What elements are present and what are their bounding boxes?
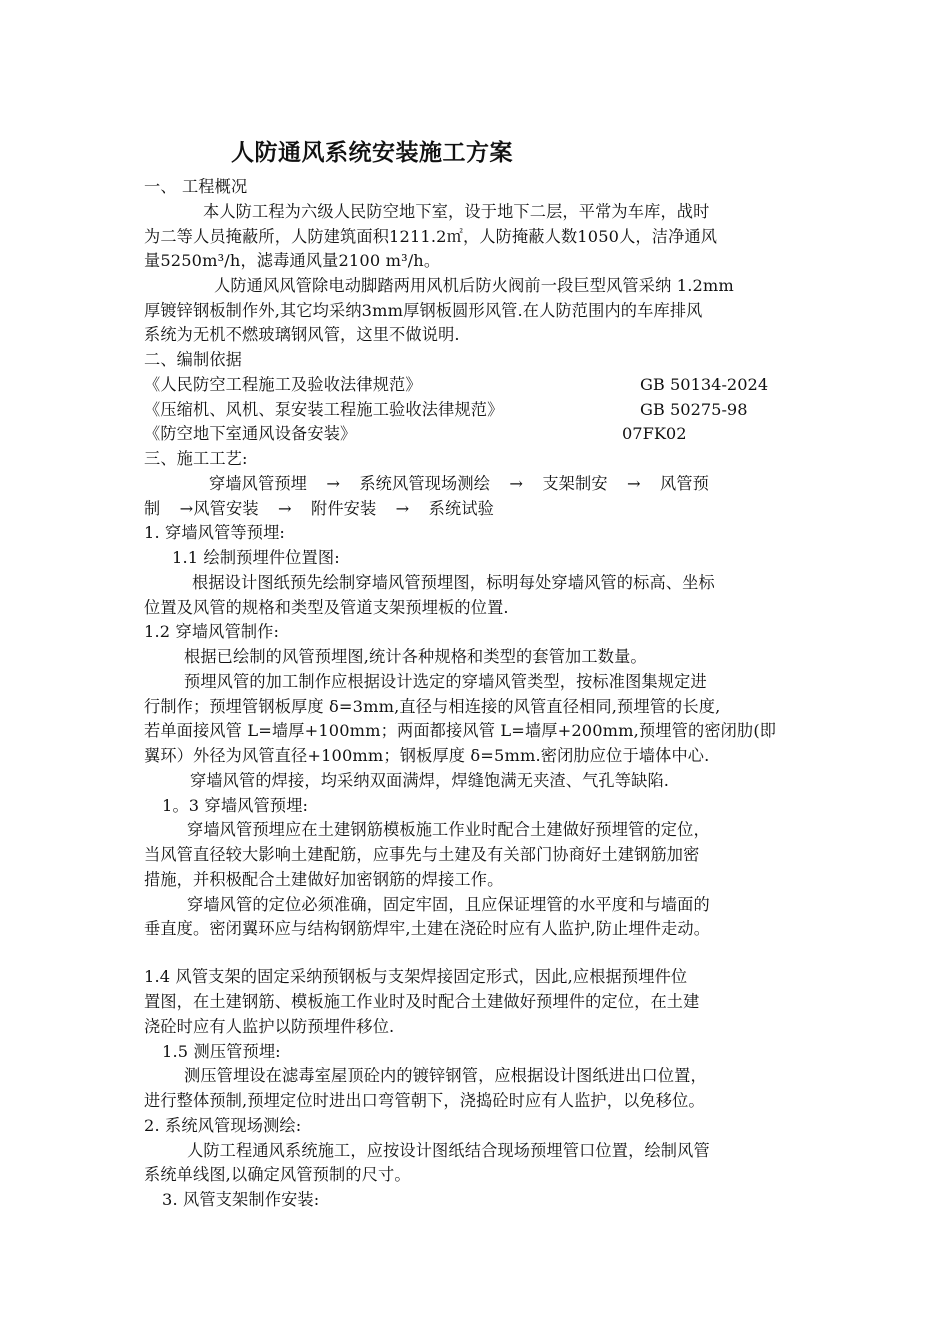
paragraph-line: 根据设计图纸预先绘制穿墙风管预埋图，标明每处穿墙风管的标高、坐标 [192, 573, 715, 592]
paragraph-line: 预埋风管的加工制作应根据设计选定的穿墙风管类型，按标准图集规定进 [184, 672, 707, 691]
paragraph-line: 置图，在土建钢筋、模板施工作业时及时配合土建做好预埋件的定位，在土建 [144, 992, 700, 1011]
reference-title: 《防空地下室通风设备安装》 [144, 424, 357, 443]
paragraph-line: 进行整体预制,预埋定位时进出口弯管朝下，浇捣砼时应有人监护，以免移位。 [144, 1091, 705, 1110]
paragraph-line: 人防工程通风系统施工，应按设计图纸结合现场预埋管口位置，绘制风管 [187, 1141, 710, 1160]
reference-code: GB 50275-98 [640, 400, 748, 419]
document-title: 人防通风系统安装施工方案 [231, 140, 513, 166]
process-flow-line: 穿墙风管预埋 → 系统风管现场测绘 → 支架制安 → 风管预 [209, 474, 709, 493]
paragraph-line: 当风管直径较大影响土建配筋，应事先与土建及有关部门协商好土建钢筋加密 [144, 845, 700, 864]
subheading: 1。3 穿墙风管预埋: [162, 796, 309, 815]
subheading: 1. 穿墙风管等预埋: [144, 523, 286, 542]
paragraph-line: 系统为无机不燃玻璃钢风管，这里不做说明. [144, 325, 460, 344]
reference-code: 07FK02 [622, 424, 687, 443]
paragraph-line: 垂直度。密闭翼环应与结构钢筋焊牢,土建在浇砼时应有人监护,防止埋件走动。 [144, 919, 711, 938]
section-heading-basis: 二、编制依据 [144, 350, 243, 369]
section-heading-overview: 一、 工程概况 [144, 177, 248, 196]
paragraph-line: 翼环）外径为风管直径+100mm；钢板厚度 δ=5mm.密闭肋应位于墙体中心. [144, 746, 710, 765]
paragraph-line: 厚镀锌钢板制作外,其它均采纳3mm厚钢板圆形风管.在人防范围内的车库排风 [144, 301, 703, 320]
section-heading-process: 三、施工工艺: [144, 449, 248, 468]
paragraph-line: 测压管埋设在滤毒室屋顶砼内的镀锌钢管，应根据设计图纸进出口位置， [184, 1066, 707, 1085]
paragraph-line: 穿墙风管的定位必须准确，固定牢固，且应保证埋管的水平度和与墙面的 [187, 895, 710, 914]
paragraph-line: 措施，并积极配合土建做好加密钢筋的焊接工作。 [144, 870, 504, 889]
paragraph-line: 穿墙风管预埋应在土建钢筋模板施工作业时配合土建做好预埋管的定位， [187, 820, 710, 839]
subheading: 1.5 测压管预埋: [162, 1042, 281, 1061]
paragraph-line: 位置及风管的规格和类型及管道支架预埋板的位置. [144, 598, 509, 617]
paragraph-line: 若单面接风管 L=墙厚+100mm；两面都接风管 L=墙厚+200mm,预埋管的密闭肋(即 [144, 721, 777, 740]
paragraph-line: 人防通风风管除电动脚踏两用风机后防火阀前一段巨型风管采纳 1.2mm [214, 276, 734, 295]
paragraph-line: 行制作；预埋管钢板厚度 δ=3mm,直径与相连接的风管直径相同,预埋管的长度, [144, 697, 721, 716]
paragraph-line: 穿墙风管的焊接，均采纳双面满焊，焊缝饱满无夹渣、气孔等缺陷. [190, 771, 670, 790]
paragraph-line: 浇砼时应有人监护以防预埋件移位. [144, 1017, 395, 1036]
subheading: 1.1 绘制预埋件位置图: [172, 548, 340, 567]
paragraph-line: 为二等人员掩蔽所，人防建筑面积1211.2㎡，人防掩蔽人数1050人，洁净通风 [144, 227, 718, 246]
subheading: 1.2 穿墙风管制作: [144, 622, 280, 641]
reference-title: 《人民防空工程施工及验收法律规范》 [144, 375, 422, 394]
subheading: 2. 系统风管现场测绘: [144, 1116, 302, 1135]
subheading: 3. 风管支架制作安装: [162, 1190, 320, 1209]
paragraph-line: 1.4 风管支架的固定采纳预钢板与支架焊接固定形式，因此,应根据预埋件位 [144, 967, 688, 986]
paragraph-line: 本人防工程为六级人民防空地下室，设于地下二层，平常为车库，战时 [203, 202, 710, 221]
reference-title: 《压缩机、风机、泵安装工程施工验收法律规范》 [144, 400, 504, 419]
paragraph-line: 系统单线图,以确定风管预制的尺寸。 [144, 1165, 411, 1184]
paragraph-line: 根据已绘制的风管预埋图,统计各种规格和类型的套管加工数量。 [184, 647, 647, 666]
process-flow-line: 制 →风管安装 → 附件安装 → 系统试验 [144, 499, 495, 518]
paragraph-line: 量5250m³/h，滤毒通风量2100 m³/h。 [144, 251, 441, 270]
reference-code: GB 50134-2024 [640, 375, 769, 394]
